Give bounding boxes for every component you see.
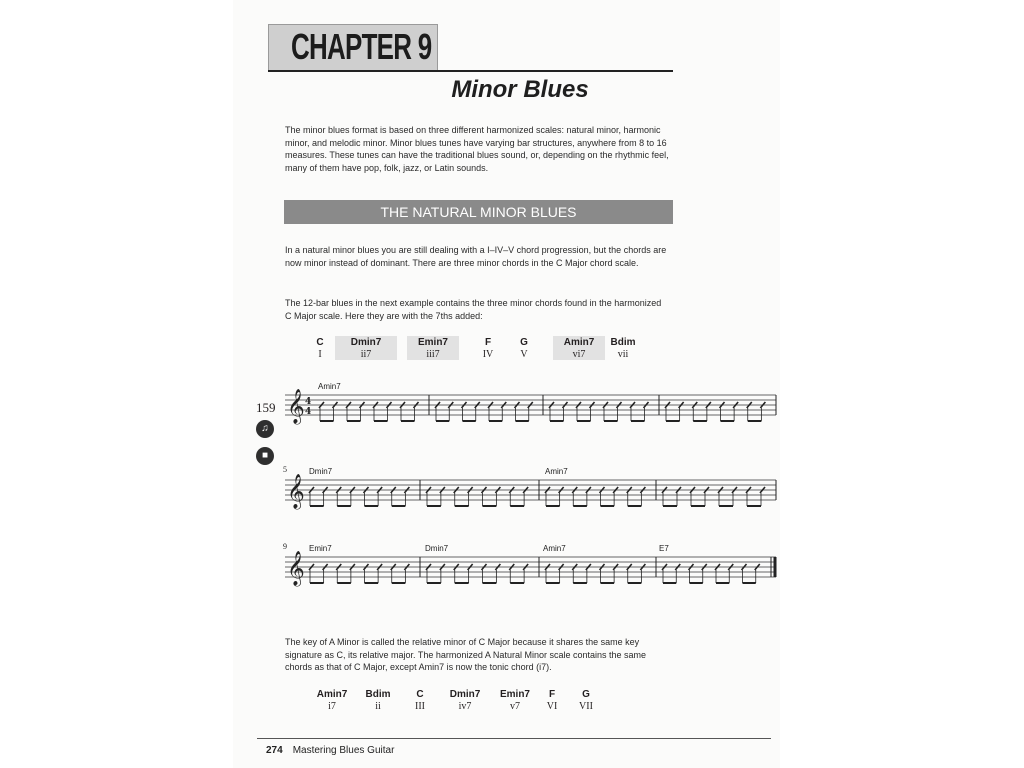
speaker-icon[interactable]: ♫ (256, 420, 274, 438)
chord-symbol: Dmin7 (425, 544, 449, 553)
chapter-title: Minor Blues (451, 76, 589, 103)
intro-paragraph: The minor blues format is based on three different harmonized scales: natural minor, harmonic minor, and melodic minor. Minor blues tunes have varying bar structures, anywhere from 8 to 16 measures. These tunes can have the traditional blues sound, or, depending on the rhythmic feel, many of them have pop, folk, jazz, or Latin sounds. (285, 125, 669, 173)
page-footer (266, 745, 394, 756)
example-number: 159 (256, 400, 276, 415)
roman-numeral: III (415, 700, 425, 712)
page-number: 274 (266, 745, 283, 756)
roman-numeral: VI (546, 700, 558, 712)
roman-numeral: ii7 (335, 348, 397, 360)
roman-numeral: ii (375, 700, 381, 712)
roman-numeral: i7 (328, 700, 336, 712)
chord-symbol: Dmin7 (309, 467, 333, 476)
chord-symbol: E7 (659, 544, 669, 553)
roman-numeral: VII (579, 700, 593, 712)
time-signature-top: 4 (305, 397, 312, 407)
chord-name: F (484, 336, 492, 348)
chapter-label: CHAPTER 9 (291, 26, 432, 67)
roman-numeral: IV (482, 348, 494, 360)
treble-clef: 𝄞 (287, 389, 305, 424)
roman-numeral: I (318, 348, 322, 360)
paragraph-12-bar: The 12-bar blues in the next example contains the three minor chords found in the harmonized C Major scale. Here they are with the 7ths added: (285, 298, 662, 321)
chord-name: Dmin7 (335, 336, 397, 348)
roman-numeral: iii7 (407, 348, 459, 360)
chord-name: Amin7 (316, 688, 348, 700)
video-camera-icon[interactable]: ■ (256, 447, 274, 465)
measure-number: 5 (283, 465, 287, 474)
chord-name: Dmin7 (449, 688, 481, 700)
roman-numeral: iv7 (458, 700, 472, 712)
roman-numeral: V (520, 348, 528, 360)
roman-numeral: vii (617, 348, 629, 360)
time-signature-bottom: 4 (305, 407, 312, 417)
chord-name: Emin7 (499, 688, 530, 700)
measure-number: 9 (283, 542, 287, 551)
chord-symbol: Amin7 (543, 544, 566, 553)
chord-name: G (520, 336, 528, 348)
chord-name: Bdim (610, 336, 636, 348)
treble-clef: 𝄞 (287, 474, 305, 509)
book-title: Mastering Blues Guitar (292, 745, 395, 756)
footer-rule (257, 738, 771, 739)
roman-numeral: v7 (510, 700, 520, 712)
chord-symbol: Emin7 (309, 544, 332, 553)
treble-clef: 𝄞 (287, 551, 305, 586)
roman-numeral: vi7 (553, 348, 605, 360)
chord-symbol: Amin7 (318, 382, 341, 391)
chord-name: G (582, 688, 590, 700)
minor-chord-scale-table (312, 688, 604, 712)
chord-symbol: Amin7 (545, 467, 568, 476)
chord-name: Bdim (365, 688, 391, 700)
chord-name: F (548, 688, 556, 700)
paragraph-relative-minor: The key of A Minor is called the relative minor of C Major because it shares the same key signature as C, its relative major. The harmonized A Natural Minor scale contains the same chords as that of C Major, except Amin7 is now the tonic chord (i7). (285, 637, 647, 673)
chord-name: C (416, 688, 424, 700)
chord-name: C (316, 336, 324, 348)
chord-name: Emin7 (407, 336, 459, 348)
chord-name: Amin7 (553, 336, 605, 348)
section-heading: THE NATURAL MINOR BLUES (284, 200, 673, 224)
paragraph-natural-minor: In a natural minor blues you are still dealing with a I–IV–V chord progression, but the chords are now minor instead of dominant. There are three minor chords in the C Major chord scale. (285, 245, 667, 268)
